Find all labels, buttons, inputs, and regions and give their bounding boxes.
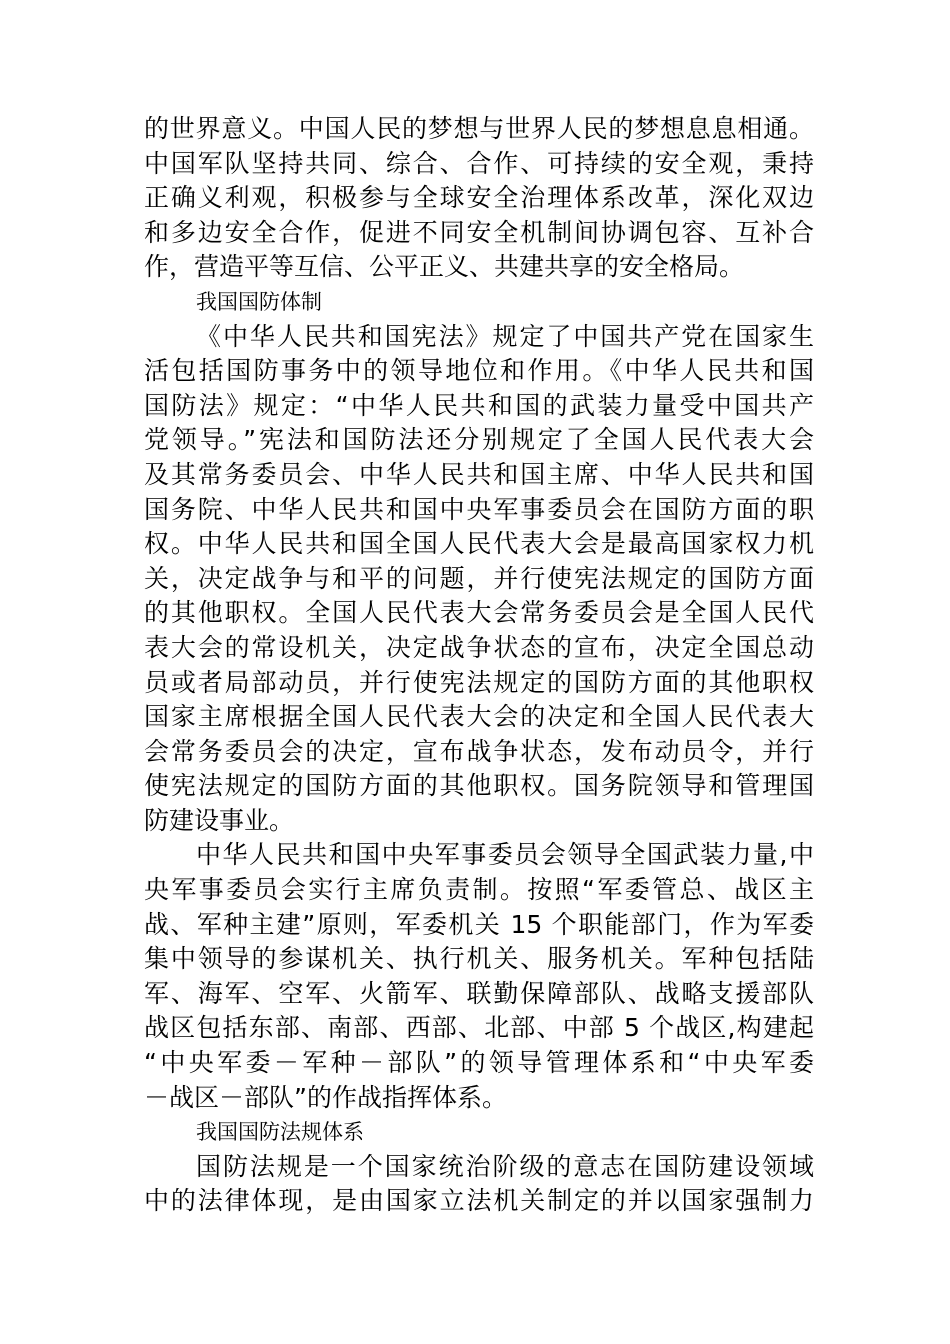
- text-line: 国务院、中华人民共和国中央军事委员会在国防方面的职: [144, 494, 814, 524]
- text-line: 党领导。”宪法和国防法还分别规定了全国人民代表大会: [144, 425, 814, 455]
- text-line: 作，营造平等互信、公平正义、共建共享的安全格局。: [144, 252, 745, 282]
- text-line: 权。中华人民共和国全国人民代表大会是最高国家权力机: [144, 529, 814, 559]
- text-line: 军、海军、空军、火箭军、联勤保障部队、战略支援部队: [144, 978, 814, 1008]
- text-line: 《中华人民共和国宪法》规定了中国共产党在国家生: [196, 321, 814, 351]
- text-line: 活包括国防事务中的领导地位和作用。《中华人民共和国: [144, 356, 814, 386]
- text-line: 央军事委员会实行主席负责制。按照“军委管总、战区主: [144, 875, 814, 905]
- section-heading: 我国国防体制: [196, 289, 322, 314]
- text-line: 的其他职权。全国人民代表大会常务委员会是全国人民代: [144, 598, 814, 628]
- paragraph: [144, 1150, 814, 1219]
- text-line: 战区包括东部、南部、西部、北部、中部 5 个战区,构建起: [144, 1013, 814, 1043]
- text-line: 会常务委员会的决定，宣布战争状态，发布动员令，并行: [144, 736, 814, 766]
- text-line: “中央军委－军种－部队”的领导管理体系和“中央军委: [144, 1048, 814, 1078]
- text-line: 中国军队坚持共同、综合、合作、可持续的安全观，秉持: [144, 148, 814, 178]
- text-line: 集中领导的参谋机关、执行机关、服务机关。军种包括陆: [144, 944, 814, 974]
- text-line: 中的法律体现，是由国家立法机关制定的并以国家强制力: [144, 1186, 814, 1216]
- paragraph: [144, 320, 814, 839]
- text-line: 正确义利观，积极参与全球安全治理体系改革，深化双边: [144, 183, 814, 213]
- text-line: 战、军种主建”原则，军委机关 15 个职能部门，作为军委: [144, 909, 814, 939]
- document-page: [144, 112, 814, 1219]
- text-line: 的世界意义。中国人民的梦想与世界人民的梦想息息相通。: [144, 114, 814, 143]
- text-line: 防建设事业。: [144, 805, 295, 835]
- text-line: －战区－部队”的作战指挥体系。: [144, 1082, 507, 1112]
- paragraph: [144, 112, 814, 285]
- section-heading: 我国国防法规体系: [196, 1120, 364, 1145]
- text-line: 国防法规是一个国家统治阶级的意志在国防建设领域: [196, 1151, 814, 1181]
- text-line: 及其常务委员会、中华人民共和国主席、中华人民共和国: [144, 459, 814, 489]
- text-line: 表大会的常设机关，决定战争状态的宣布，决定全国总动: [144, 632, 814, 662]
- text-line: 员或者局部动员，并行使宪法规定的国防方面的其他职权: [144, 667, 814, 697]
- text-line: 国防法》规定：“中华人民共和国的武装力量受中国共产: [144, 390, 814, 420]
- text-line: 使宪法规定的国防方面的其他职权。国务院领导和管理国: [144, 771, 814, 801]
- text-line: 关，决定战争与和平的问题，并行使宪法规定的国防方面: [144, 563, 814, 593]
- text-line: 中华人民共和国中央军事委员会领导全国武装力量,中: [196, 840, 814, 870]
- text-line: 国家主席根据全国人民代表大会的决定和全国人民代表大: [144, 702, 814, 732]
- text-line: 和多边安全合作，促进不同安全机制间协调包容、互补合: [144, 217, 814, 247]
- paragraph: [144, 838, 814, 1115]
